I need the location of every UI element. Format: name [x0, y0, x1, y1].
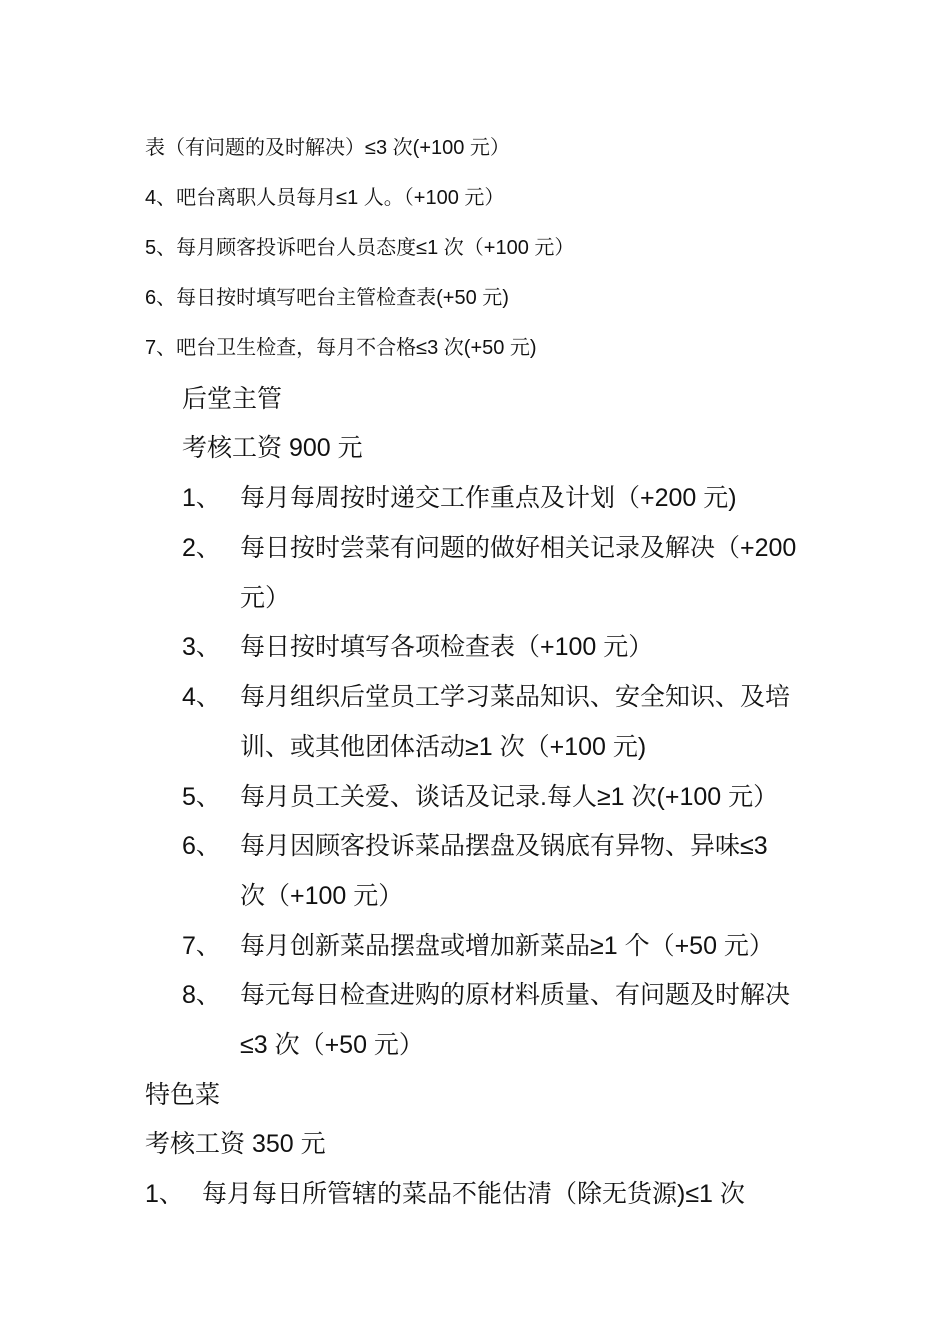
kitchen-supervisor-title: 后堂主管 [182, 385, 283, 413]
ks-item-6-number: 6、 [182, 832, 221, 860]
bar-item-4: 4、吧台离职人员每月≤1 人。（+100 元） [145, 187, 505, 209]
bar-item-3-continuation: 表（有问题的及时解决）≤3 次(+100 元） [145, 137, 510, 159]
ks-item-2-number: 2、 [182, 534, 221, 562]
bar-item-6: 6、每日按时填写吧台主管检查表(+50 元) [145, 287, 509, 309]
bar-item-7: 7、吧台卫生检查，每月不合格≤3 次(+50 元) [145, 337, 537, 359]
ks-item-4-text: 每月组织后堂员工学习菜品知识、安全知识、及培 [240, 683, 791, 711]
specialty-title: 特色菜 [145, 1081, 221, 1109]
ks-item-3-number: 3、 [182, 633, 221, 661]
ks-item-7-number: 7、 [182, 932, 221, 960]
ks-item-6-text: 每月因顾客投诉菜品摆盘及锅底有异物、异味≤3 [240, 832, 768, 860]
ks-item-1-number: 1、 [182, 484, 221, 512]
ks-item-8-number: 8、 [182, 981, 221, 1009]
ks-item-5-number: 5、 [182, 783, 221, 811]
specialty-salary: 考核工资 350 元 [145, 1130, 326, 1158]
ks-item-7-text: 每月创新菜品摆盘或增加新菜品≥1 个（+50 元） [240, 932, 774, 960]
ks-item-5-text: 每月员工关爱、谈话及记录.每人≥1 次(+100 元） [240, 783, 779, 811]
specialty-item-1-text: 每月每日所管辖的菜品不能估清（除无货源)≤1 次 [202, 1180, 745, 1208]
ks-item-4-continuation: 训、或其他团体活动≥1 次（+100 元) [240, 733, 647, 761]
ks-item-2-text: 每日按时尝菜有问题的做好相关记录及解决（+200 [240, 534, 797, 562]
ks-item-3-text: 每日按时填写各项检查表（+100 元） [240, 633, 654, 661]
ks-item-4-number: 4、 [182, 683, 221, 711]
ks-item-1-text: 每月每周按时递交工作重点及计划（+200 元) [240, 484, 737, 512]
ks-item-6-continuation: 次（+100 元） [240, 882, 404, 910]
bar-item-5: 5、每月顾客投诉吧台人员态度≤1 次（+100 元） [145, 237, 575, 259]
ks-item-2-continuation: 元） [240, 584, 291, 612]
ks-item-8-text: 每元每日检查进购的原材料质量、有问题及时解决 [240, 981, 791, 1009]
specialty-item-1-number: 1、 [145, 1180, 184, 1208]
ks-item-8-continuation: ≤3 次（+50 元） [240, 1031, 424, 1059]
kitchen-supervisor-salary: 考核工资 900 元 [182, 434, 363, 462]
